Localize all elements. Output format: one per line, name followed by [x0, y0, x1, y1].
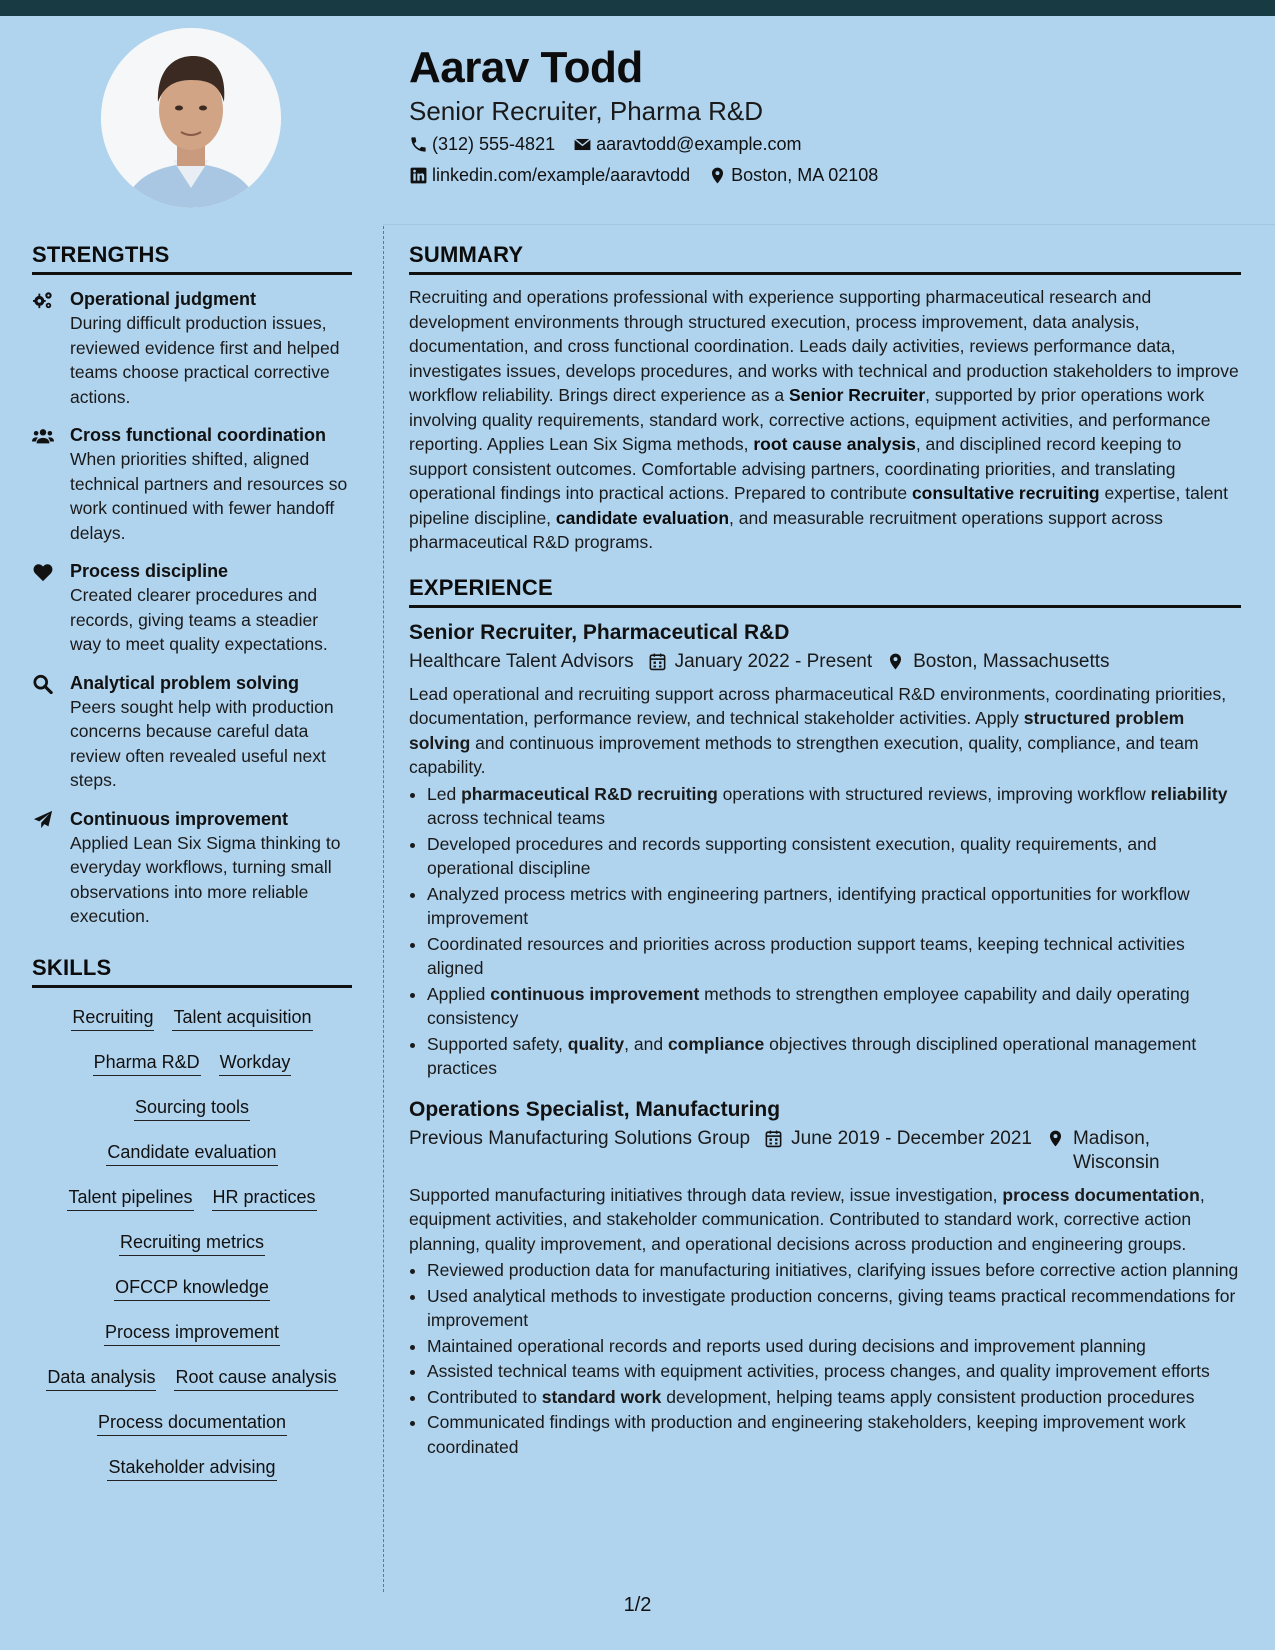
job-title: Senior Recruiter, Pharmaceutical R&D — [409, 620, 790, 644]
job-title: Operations Specialist, Manufacturing — [409, 1097, 781, 1121]
job-bullet: • Contributed to standard work development, helping teams apply consistent production procedures — [427, 1385, 1241, 1410]
column-divider — [383, 226, 384, 1592]
job-location — [886, 650, 1109, 674]
skill-tag: Process documentation — [97, 1409, 287, 1436]
candidate-name: Aarav Todd — [409, 43, 643, 92]
job-description: Supported manufacturing initiatives through data review, issue investigation, process documentation, equipment activities, and stakeholder communication. Contributed to standard work, corrective action planning, quality improvement, and operational decisions across production and engineering groups. — [409, 1184, 1205, 1254]
location-contact — [708, 163, 878, 187]
top-bar — [0, 0, 1275, 16]
strength-item — [32, 423, 352, 545]
strength-description: During difficult production issues, reviewed evidence first and helped teams choose practical corrective actions. — [70, 313, 340, 407]
left-column — [32, 238, 352, 1499]
job-bullets — [409, 782, 1241, 1081]
search-icon — [32, 671, 70, 793]
skill-row — [32, 1409, 352, 1454]
job-bullet: • Assisted technical teams with equipment activities, process changes, and quality improvement efforts — [427, 1359, 1241, 1384]
skill-tag: Talent acquisition — [172, 1004, 312, 1031]
linkedin-contact[interactable] — [409, 163, 690, 187]
strength-item — [32, 287, 352, 409]
skill-row — [32, 1454, 352, 1499]
skill-tag: Workday — [219, 1049, 292, 1076]
skill-tag: Recruiting — [71, 1004, 154, 1031]
job-location-text: Madison, Wisconsin — [1072, 1127, 1160, 1173]
job-bullet: • Maintained operational records and reports used during decisions and improvement planning — [427, 1334, 1241, 1359]
strength-title: Continuous improvement — [70, 808, 289, 829]
gears-icon — [32, 287, 70, 409]
skill-tag: OFCCP knowledge — [114, 1274, 270, 1301]
skill-tag: Candidate evaluation — [106, 1139, 277, 1166]
map-pin-icon — [708, 166, 727, 185]
email-contact[interactable] — [573, 132, 801, 156]
contact-row-2 — [409, 163, 1229, 187]
right-column — [409, 238, 1241, 1473]
summary-text: Recruiting and operations professional with experience supporting pharmaceutical research and development environments through structured execution, process improvement, data analysis, documentation, and cross functional coordination. Leads daily activities, reviews performance data, investigates issues, develops procedures, and works with technical and production stakeholders to improve workflow reliability. Brings direct experience as a Senior Recruiter, supported by prior operations work involving quality requirements, standard work, corrective actions, equipment activities, and performance reporting. Applies Lean Six Sigma methods, root cause analysis, and disciplined record keeping to support consistent outcomes. Comfortable advising partners, coordinating priorities, and translating operational findings into practical actions. Prepared to contribute consultative recruiting expertise, talent pipeline discipline, candidate evaluation, and measurable recruitment operations support across pharmaceutical R&D programs. — [409, 287, 1239, 552]
skill-tag: Process improvement — [104, 1319, 280, 1346]
skill-row — [32, 1229, 352, 1274]
skill-tag: Talent pipelines — [67, 1184, 193, 1211]
job-description: Lead operational and recruiting support across pharmaceutical R&D environments, coordinating priorities, documentation, performance review, and technical stakeholder activities. Apply structured problem solving and continuous improvement methods to strengthen execution, quality, compliance, and team capability. — [409, 683, 1227, 777]
strength-title: Cross functional coordination — [70, 425, 327, 445]
strength-description: Created clearer procedures and records, giving teams a steadier way to meet quality expectations. — [70, 585, 328, 654]
job-bullet: • Analyzed process metrics with engineering partners, identifying practical opportunities for workflow improvement — [427, 882, 1241, 931]
linkedin-text: linkedin.com/example/aaravtodd — [432, 165, 691, 185]
phone-text: (312) 555-4821 — [432, 134, 556, 154]
phone-icon — [409, 135, 428, 154]
skill-row — [32, 1094, 352, 1139]
strength-title: Operational judgment — [70, 289, 257, 309]
strength-item — [32, 671, 352, 793]
job-bullet: • Led pharmaceutical R&D recruiting operations with structured reviews, improving workflow reliability across technical teams — [427, 782, 1241, 831]
job-bullets — [409, 1258, 1241, 1459]
skill-row — [32, 1364, 352, 1409]
skill-tag: Sourcing tools — [134, 1094, 250, 1121]
strengths-list — [32, 287, 352, 929]
skill-tag: Pharma R&D — [93, 1049, 201, 1076]
company-name: Previous Manufacturing Solutions Group — [409, 1127, 751, 1149]
strengths-heading: STRENGTHS — [32, 238, 352, 275]
strength-title: Process discipline — [70, 561, 229, 581]
skill-row — [32, 1319, 352, 1364]
skill-tag: Data analysis — [46, 1364, 156, 1391]
skill-row — [32, 1139, 352, 1184]
skills-list — [32, 1004, 352, 1499]
job-meta — [409, 650, 1241, 674]
profile-photo — [101, 28, 281, 208]
linkedin-icon — [409, 166, 428, 185]
job-bullet: • Applied continuous improvement methods to strengthen employee capability and daily operating consistency — [427, 982, 1241, 1031]
strength-item — [32, 559, 352, 657]
skill-tag: Root cause analysis — [174, 1364, 337, 1391]
phone-contact — [409, 132, 555, 156]
job-entry — [409, 1095, 1241, 1460]
dates-text: January 2022 - Present — [674, 650, 873, 672]
map-pin-icon — [1046, 1129, 1065, 1148]
skill-row — [32, 1184, 352, 1229]
skill-tag: Stakeholder advising — [107, 1454, 276, 1481]
dates-text: June 2019 - December 2021 — [791, 1127, 1032, 1149]
strength-description: When priorities shifted, aligned technical partners and resources so work continued with fewer handoff delays. — [70, 449, 348, 543]
job-bullet: • Used analytical methods to investigate production concerns, giving teams practical recommendations for improvement — [427, 1284, 1241, 1333]
job-bullet: • Reviewed production data for manufacturing initiatives, clarifying issues before corrective action planning — [427, 1258, 1241, 1283]
skill-tag: HR practices — [212, 1184, 317, 1211]
strength-description: Peers sought help with production concerns because careful data review often revealed useful next steps. — [70, 696, 334, 790]
experience-list — [409, 618, 1241, 1460]
job-bullet: • Coordinated resources and priorities across production support teams, keeping technical activities aligned — [427, 932, 1241, 981]
strength-description: Applied Lean Six Sigma thinking to everyday workflows, turning small observations into more reliable execution. — [70, 832, 341, 926]
contact-row-1 — [409, 132, 1229, 156]
users-icon — [32, 423, 70, 545]
job-location-text: Boston, Massachusetts — [913, 650, 1110, 672]
paper-plane-icon — [32, 807, 70, 929]
strength-item — [32, 807, 352, 929]
envelope-icon — [573, 135, 592, 154]
email-text: aaravtodd@example.com — [596, 134, 802, 154]
job-dates — [648, 650, 873, 674]
skill-row — [32, 1274, 352, 1319]
heart-icon — [32, 559, 70, 657]
skill-row — [32, 1049, 352, 1094]
job-location — [1046, 1127, 1191, 1175]
calendar-icon — [764, 1129, 783, 1148]
job-bullet: • Communicated findings with production and engineering stakeholders, keeping improvement work coordinated — [427, 1410, 1241, 1459]
job-bullet: • Supported safety, quality, and compliance objectives through disciplined operational management practices — [427, 1032, 1241, 1081]
job-dates — [764, 1127, 1032, 1151]
location-text: Boston, MA 02108 — [731, 165, 879, 185]
skills-heading: SKILLS — [32, 951, 352, 988]
job-company — [409, 1127, 750, 1151]
job-bullet: • Developed procedures and records supporting consistent execution, quality requirements, and operational discipline — [427, 832, 1241, 881]
candidate-title: Senior Recruiter, Pharma R&D — [409, 96, 764, 126]
job-meta — [409, 1127, 1241, 1175]
job-entry — [409, 618, 1241, 1081]
summary-heading: SUMMARY — [409, 238, 1241, 275]
company-name: Healthcare Talent Advisors — [409, 650, 634, 672]
skill-row — [32, 1004, 352, 1049]
page-number: 1/2 — [623, 1594, 652, 1616]
header-divider — [383, 224, 1275, 225]
resume-header — [409, 40, 1229, 187]
strength-title: Analytical problem solving — [70, 672, 300, 693]
map-pin-icon — [886, 652, 905, 671]
calendar-icon — [648, 652, 667, 671]
experience-heading: EXPERIENCE — [409, 571, 1241, 608]
skill-tag: Recruiting metrics — [119, 1229, 265, 1256]
job-company — [409, 650, 634, 674]
